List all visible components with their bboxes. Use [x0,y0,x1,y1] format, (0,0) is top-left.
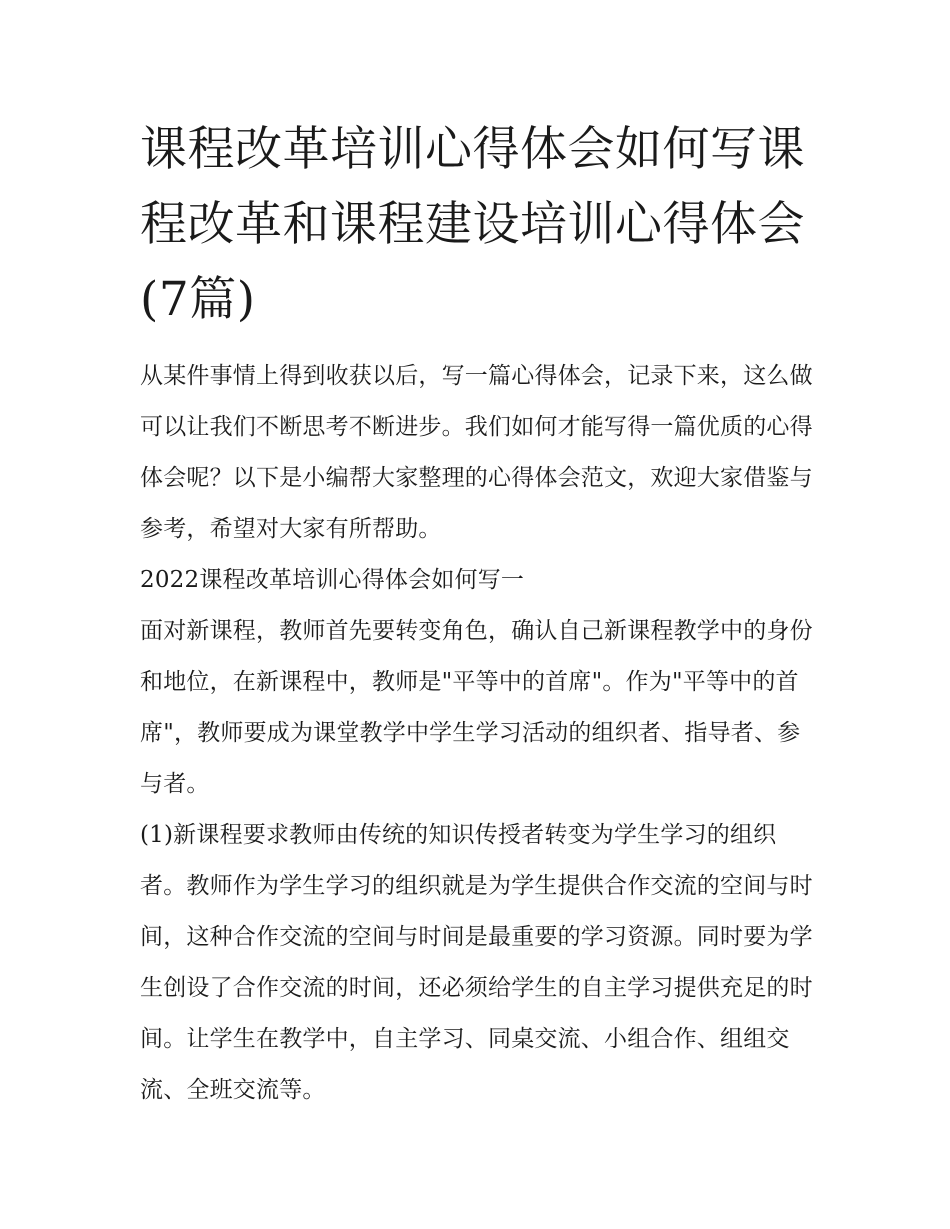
body-paragraph-2: (1)新课程要求教师由传统的知识传授者转变为学生学习的组织者。教师作为学生学习的组织就是为学生提供合作交流的空间与时间，这种合作交流的空间与时间是最重要的学习资源。同时要为学生创设了合作交流的时间，还必须给学生的自主学习提供充足的时间。让学生在教学中，自主学习、同桌交流、小组合作、组组交流、全班交流等。 [140,822,813,1103]
section-heading: 2022课程改革培训心得体会如何写一 [140,567,525,593]
body-paragraph-1: 面对新课程，教师首先要转变角色，确认自己新课程教学中的身份和地位，在新课程中，教师是"平等中的首席"。作为"平等中的首席"，教师要成为课堂教学中学生学习活动的组织者、指导者、参与者。 [140,618,813,797]
document-page [140,112,815,1116]
document-title: 课程改革培训心得体会如何写课程改革和课程建设培训心得体会(7篇) [140,122,805,327]
intro-paragraph: 从某件事情上得到收获以后，写一篇心得体会，记录下来，这么做可以让我们不断思考不断进步。我们如何才能写得一篇优质的心得体会呢？以下是小编帮大家整理的心得体会范文，欢迎大家借鉴与参考，希望对大家有所帮助。 [140,363,813,542]
